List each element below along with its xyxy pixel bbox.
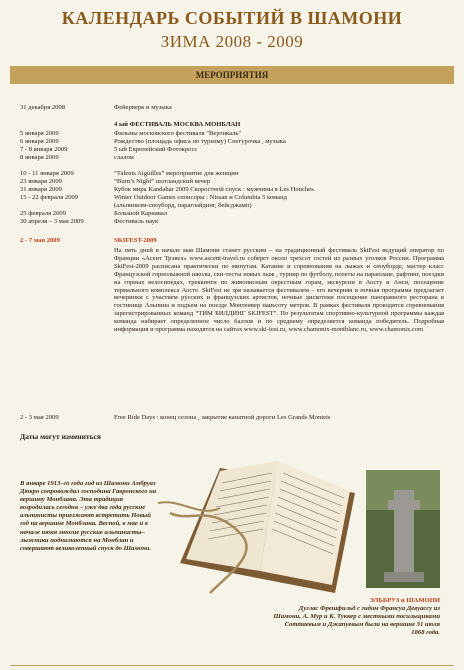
- caption-left: В январе 1913–го года гид из Шамони Амбруаз Дюкро сопровождал господина Гавронского на вершину Монблана. Эта традиция возродилась сегодня – уже два года русские альпинисты приезжают встретить Новый год на вершине Монблана. Весной, в мае и в начале июня многие русские альпинисты–лыжники поднимаются на Монблан и совершают великолепный спуск до Шамони.: [20, 480, 157, 552]
- old-logbook-photo: [150, 443, 362, 615]
- event-date: 31 декабря 2008: [20, 104, 66, 111]
- event-date: 5 января 2009: [20, 130, 59, 137]
- event-text: слалом: [114, 154, 134, 161]
- event-text: Кубок мира Kandahar 2009 Скоростной спуск : мужчины в Les Houches.: [114, 186, 316, 193]
- event-text: 5 ый Европейский Фотокросс: [114, 146, 198, 153]
- dates-note: Даты могут измениться: [20, 432, 101, 441]
- skifest-date: 2 - 7 мая 2009: [20, 237, 60, 244]
- event-date: 2 - 3 мая 2009: [20, 414, 59, 421]
- page-title: КАЛЕНДАРЬ СОБЫТИЙ В ШАМОНИ: [61, 8, 403, 28]
- event-date: 8 января 2009: [20, 154, 59, 161]
- event-text: Winter Outdoor Games спонсоры : Nissan и Columbia 5 команд: [114, 194, 287, 201]
- section-header: МЕРОПРИЯТИЯ: [10, 66, 454, 84]
- festival-heading: 4 ый ФЕСТИВАЛЬ МОСКВА МОНБЛАН: [114, 121, 241, 128]
- skifest-description: На пять дней в начале мая Шамони станет русским – на традиционный фестиваль SkiFest ведущий оператор по Франции «Асент Трэвел» www.ascent-travel.ru соберет около трехсот гостей из разных уголков России. Программа SkiFest-2009 расписана практически по минутам. Катание и соревнования на лыжах и сноуборде, мастер класс Французской горнолыжной школы, ски-тесты новых лыж , турнир по футболу, полеты на параплане, рафтинг, поездки на горных велосипедах, треккинги по живописным окрестным горам, экскурсии в Аосту и Анси, посещение термального комплекса Аосте. SkiFest не зря называется фестивалем – его вечерняя и ночная программа предлагает вечеринки с участием русских и французских артистов, ночные дискотеки посещение панорамного ресторана в гостинице Альпина и подъем на поезде Монтенвер наиьсоту метров. В рамках фестиваля проводятся соревнования зарегистрированных команд “ТИМ БИЛДИНГ SKIFEST”. По результатам спортивно-культурной программы каждая команда набирает определенное число баллов и по среднему определяется команда победитель. Подробная информация и программа находятся на сайтах www.ski-fest.ru, www.chamonix-montblanc.ru, www.chamonix.com: [114, 247, 444, 334]
- event-text: Большой Карнавал: [114, 210, 168, 217]
- event-text: (альпинизм-сноуборд, параглайдинг, бейсджамп): [114, 202, 252, 209]
- page-subtitle: ЗИМА 2008 - 2009: [160, 32, 304, 51]
- caption-right: [270, 597, 440, 637]
- bottom-rule: [10, 665, 454, 666]
- event-date: 31 января 2009: [20, 186, 62, 193]
- caption-right-heading: ЭЛЬБРУЗ и ШАМОНИ: [369, 597, 440, 604]
- event-date: 23 января 2009: [20, 178, 62, 185]
- event-date: 15 - 22 февраля 2009: [20, 194, 79, 201]
- event-date: 25 февраля 2009: [20, 210, 66, 217]
- event-text: “Talents Aiguilles” мероприятие для женщин: [114, 170, 239, 177]
- event-text: Фейерверк и музыка: [114, 104, 172, 111]
- event-date: 6 января 2009: [20, 138, 59, 145]
- event-text: Фильмы московского фестиваля "Вертикаль": [114, 130, 242, 137]
- memorial-stone-photo: [366, 470, 440, 588]
- event-date: 30 апреля – 3 мая 2009: [20, 218, 84, 225]
- event-text: Фестиваль наук: [114, 218, 159, 225]
- event-date: 7 - 8 января 2009: [20, 146, 68, 153]
- caption-right-text: Дуглас Фрешфильд с гидом Франсуа Девуассу из Шамони, А. Мур и К. Туккер с местными посильщиками Соттаевым и Джапуевым были на вершине 31 июля 1868 года.: [273, 605, 440, 637]
- event-text: Free Ride Days : конец сезона , закрытие канатной дороги Les Grands Montets: [114, 414, 331, 421]
- event-text: “Burn’s Night” шотландский вечер: [114, 178, 211, 185]
- event-date: 10 - 11 января 2009: [20, 170, 74, 177]
- skifest-title: SKIFEST-2009: [114, 237, 157, 244]
- event-text: Рождество (площадь офиса по туризму) Снегурочка , музыка: [114, 138, 286, 145]
